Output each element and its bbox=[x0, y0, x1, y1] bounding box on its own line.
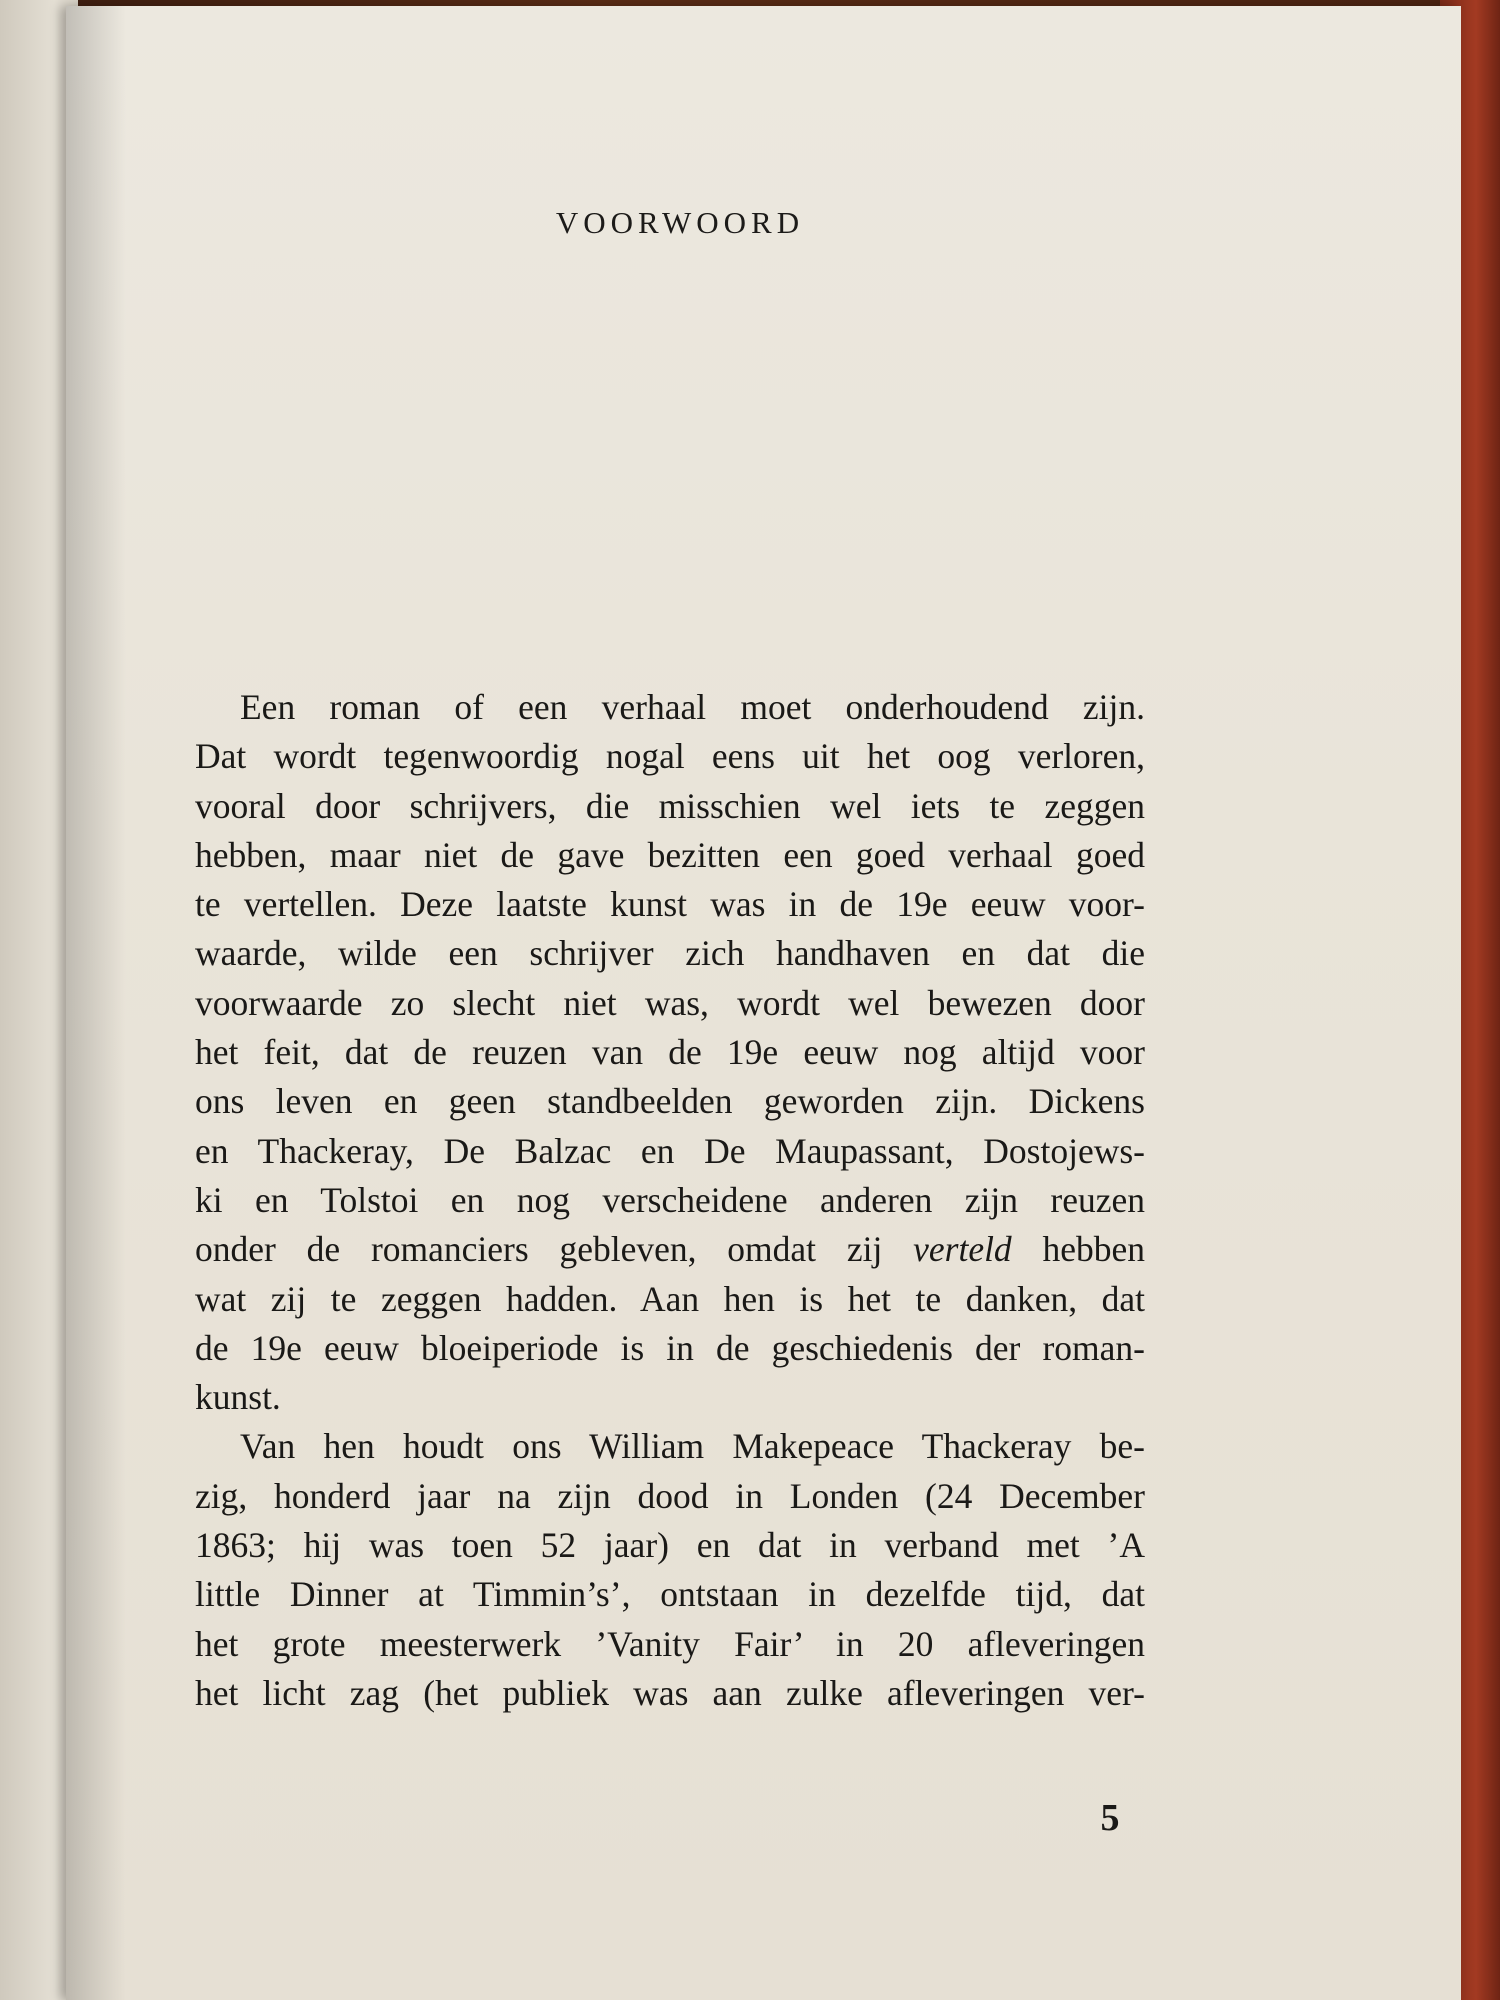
text-line: het grote meesterwerk ’Vanity Fair’ in 20 afleveringen bbox=[195, 1623, 1145, 1664]
text-line: kunst. bbox=[195, 1377, 281, 1418]
text-line: hebben, maar niet de gave bezitten een goed verhaal goed bbox=[195, 834, 1145, 875]
text-line: het feit, dat de reuzen van de 19e eeuw nog altijd voor bbox=[195, 1032, 1145, 1073]
text-line: de 19e eeuw bloeiperiode is in de geschiedenis der roman- bbox=[195, 1327, 1145, 1368]
text-line: waarde, wilde een schrijver zich handhaven en dat die bbox=[195, 933, 1145, 974]
text-line: voorwaarde zo slecht niet was, wordt wel bewezen door bbox=[195, 982, 1145, 1023]
text-line: het licht zag (het publiek was aan zulke afleveringen ver- bbox=[195, 1672, 1145, 1713]
line-text-before: onder de romanciers gebleven, omdat zij bbox=[195, 1229, 914, 1270]
text-line: wat zij te zeggen hadden. Aan hen is het te danken, dat bbox=[195, 1278, 1145, 1319]
page-number: 5 bbox=[1100, 1797, 1120, 1839]
text-line: Een roman of een verhaal moet onderhoudend zijn. bbox=[240, 687, 1145, 727]
body-text bbox=[195, 683, 1145, 1718]
emphasized-word: verteld bbox=[913, 1229, 1012, 1270]
text-line: en Thackeray, De Balzac en De Maupassant, Dostojews- bbox=[195, 1130, 1145, 1171]
line-text-after: hebben bbox=[1011, 1229, 1146, 1270]
text-line: Van hen houdt ons William Makepeace Thackeray be- bbox=[240, 1426, 1145, 1467]
text-line: little Dinner at Timmin’s’, ontstaan in dezelfde tijd, dat bbox=[195, 1574, 1145, 1615]
chapter-heading: VOORWOORD bbox=[555, 205, 805, 240]
text-line: Dat wordt tegenwoordig nogal eens uit het oog verloren, bbox=[195, 736, 1145, 777]
page-gutter-shadow bbox=[66, 6, 126, 2000]
text-line: vooral door schrijvers, die misschien wel iets te zeggen bbox=[195, 785, 1145, 826]
text-line: te vertellen. Deze laatste kunst was in de 19e eeuw voor- bbox=[195, 884, 1145, 925]
text-line-with-emphasis bbox=[195, 1225, 1145, 1274]
text-line: ki en Tolstoi en nog verscheidene anderen zijn reuzen bbox=[195, 1179, 1145, 1220]
text-line: 1863; hij was toen 52 jaar) en dat in verband met ’A bbox=[195, 1525, 1145, 1566]
text-line: zig, honderd jaar na zijn dood in Londen (24 December bbox=[195, 1475, 1145, 1516]
text-line: ons leven en geen standbeelden geworden zijn. Dickens bbox=[195, 1081, 1145, 1122]
